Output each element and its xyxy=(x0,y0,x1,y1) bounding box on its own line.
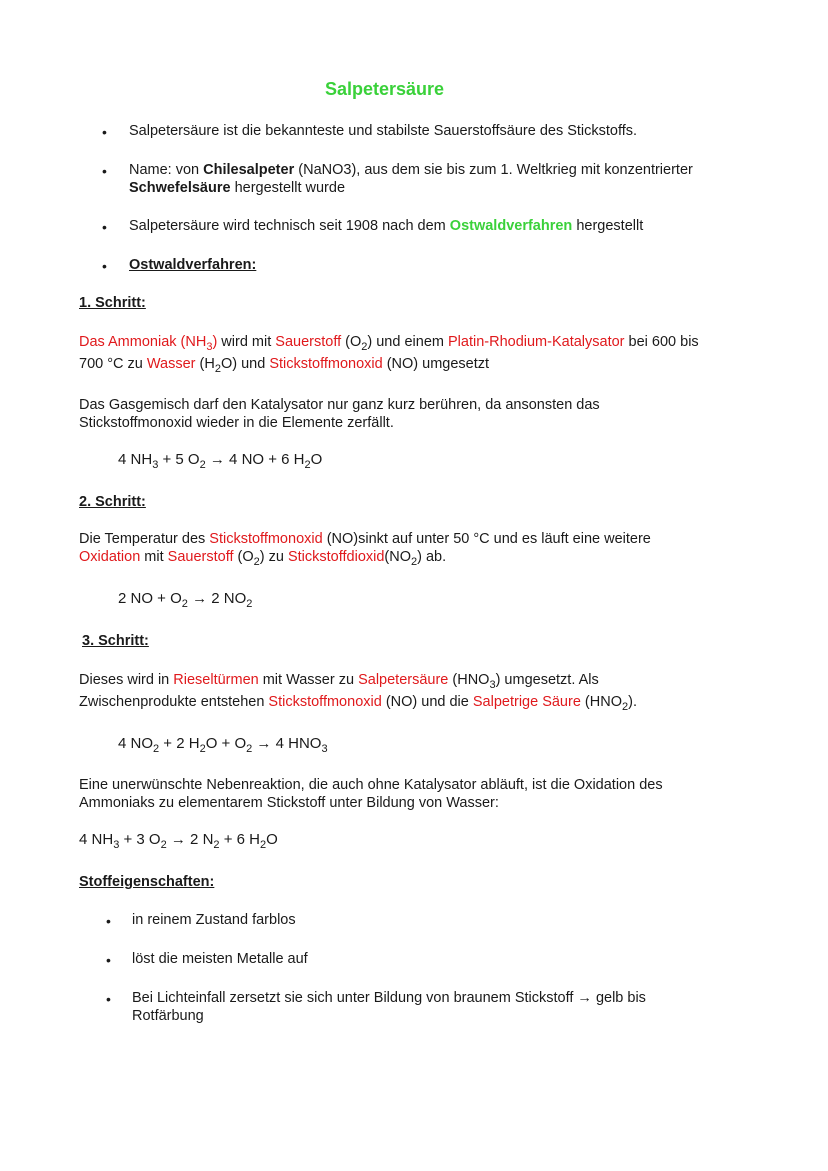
step2-equation: 2 NO + $O_2 \to 2$ $NO_2$ xyxy=(118,590,253,610)
property-2: löst die meisten Metalle auf xyxy=(132,951,308,967)
bullet-icon: • xyxy=(106,913,111,929)
step3-equation: 4 $NO_2 + 2$ $H_2O + O_2 \to 4$ $HNO_3$ xyxy=(118,735,328,755)
bullet-icon: • xyxy=(102,124,107,140)
step1-equation: 4 $NH_3 + 5$ $O_2 \to 4$ NO + 6 $H_2O$ xyxy=(118,451,323,471)
property-1: in reinem Zustand farblos xyxy=(132,912,296,928)
step3-heading: 3. Schritt: xyxy=(82,633,149,649)
step1-heading: 1. Schritt: xyxy=(79,295,146,311)
step3-description: Dieses wird in Rieseltürmen mit Wasser zu Salpetersäure $(HNO_3)$ umgesetzt. Als Zwischenprodukte entstehen Stickstoffmonoxid (NO) und die Salpetrige Säure $(HNO_2)$. xyxy=(79,672,637,713)
bullet-icon: • xyxy=(102,258,107,274)
properties-heading: Stoffeigenschaften: xyxy=(79,874,215,890)
page-title: Salpetersäure xyxy=(325,79,445,99)
step2-description: Die Temperatur des Stickstoffmonoxid (NO)sinkt auf unter 50 °C und es läuft eine weitere Oxidation mit Sauerstoff $(O_2)$ zu $Stickstoffdioxid(NO_2)$ ab. xyxy=(79,531,651,568)
intro-bullet-3: Salpetersäure wird technisch seit 1908 nach dem Ostwaldverfahren hergestellt xyxy=(129,218,644,234)
intro-bullet-2: Name: von Chilesalpeter (NaNO3), aus dem sie bis zum 1. Weltkrieg mit konzentrierter Schwefelsäure hergestellt wurde xyxy=(129,162,693,196)
ostwald-heading: Ostwaldverfahren: xyxy=(129,257,257,273)
intro-bullet-1: Salpetersäure ist die bekannteste und stabilste Sauerstoffsäure des Stickstoffs. xyxy=(129,123,638,139)
bullet-icon: • xyxy=(106,952,111,968)
step1-note: Das Gasgemisch darf den Katalysator nur ganz kurz berühren, da ansonsten das Stickstoffmonoxid wieder in die Elemente zerfällt. xyxy=(79,397,600,431)
bullet-icon: • xyxy=(106,991,111,1007)
bullet-icon: • xyxy=(102,219,107,235)
property-3: Bei Lichteinfall zersetzt sie sich unter Bildung von braunem Stickstoff → gelb bis Rotfärbung xyxy=(132,990,646,1024)
bullet-icon: • xyxy=(102,163,107,179)
side-reaction-equation: 4 $NH_3 + 3$ $O_2 \to 2$ $N_2 + 6$ $H_2O$ xyxy=(79,831,278,851)
side-reaction-text: Eine unerwünschte Nebenreaktion, die auch ohne Katalysator abläuft, ist die Oxidation des Ammoniaks zu elementarem Stickstoff unter Bildung von Wasser: xyxy=(79,777,663,811)
step2-heading: 2. Schritt: xyxy=(79,494,146,510)
step1-description: Das Ammoniak $(NH_3)$ wird mit Sauerstoff $(O_2)$ und einem Platin-Rhodium-Katalysator bei 600 bis 700 °C zu Wasser $(H_2O)$ und Stickstoffmonoxid (NO) umgesetzt xyxy=(79,334,699,375)
